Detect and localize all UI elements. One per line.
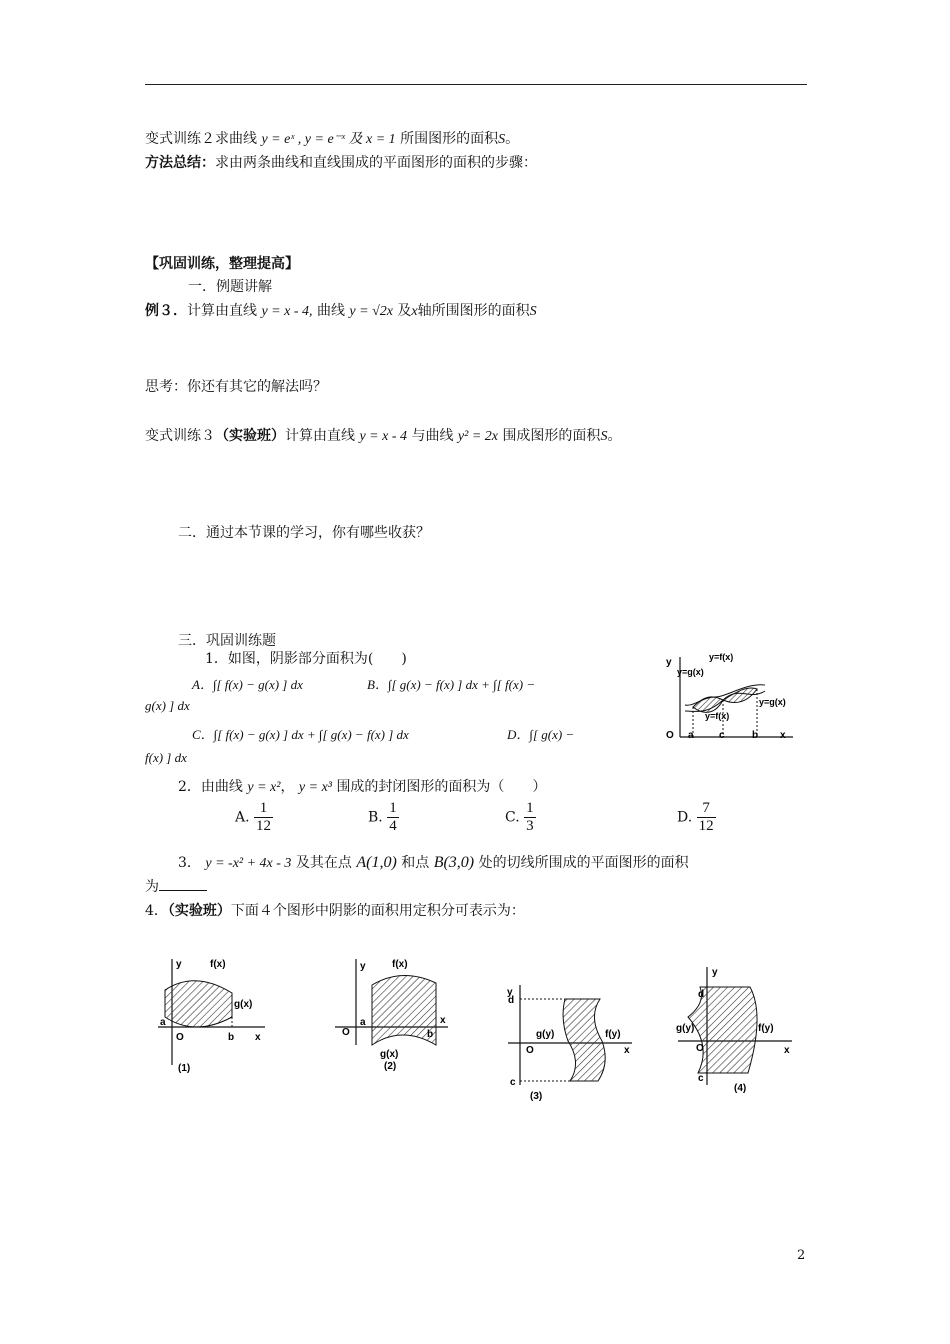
fig1-region — [165, 981, 232, 1027]
fig4-label-o: O — [696, 1043, 704, 1054]
q2-d-den: 12 — [698, 818, 714, 834]
fig4-label-c: c — [698, 1073, 704, 1084]
q1-label-a: a — [688, 730, 694, 741]
figure-4 — [676, 967, 792, 1094]
q2-b-num: 1 — [389, 800, 397, 816]
q2-option-d-frac — [697, 800, 716, 835]
q2-option-b-frac — [387, 800, 399, 835]
fig4-label-y: y — [712, 967, 718, 978]
variant2-line — [145, 128, 519, 148]
q3-line2 — [145, 876, 207, 896]
fig3-label-c: c — [510, 1077, 516, 1088]
q2-c-num: 1 — [526, 800, 534, 816]
variant3-tag: （实验班） — [215, 428, 285, 444]
example3 — [145, 300, 537, 320]
q2-option-a-letter: A. — [235, 809, 250, 826]
variant2-suffix: 所围图形的面积 — [400, 131, 499, 147]
q3-curve: y = -x² + 4x - 3 — [205, 856, 292, 871]
example3-line: y = x - 4, — [261, 304, 313, 319]
variant2-end: 。 — [505, 131, 520, 147]
variant3 — [145, 425, 621, 445]
example3-curve: y = √2x — [349, 304, 393, 319]
q3-answer-blank[interactable] — [159, 878, 207, 891]
fig3-label-d: d — [508, 995, 515, 1006]
fig1-label-g: g(x) — [234, 999, 253, 1010]
q2-a-den: 12 — [256, 818, 272, 834]
fig2-label-o: O — [342, 1027, 350, 1038]
fig1-label-o: O — [176, 1032, 184, 1043]
q2-option-c-letter: C. — [505, 809, 520, 826]
q3-line1 — [178, 852, 689, 872]
q2-curve2: y = x³ — [298, 780, 332, 795]
variant3-text1: 计算由直线 — [285, 428, 355, 444]
subsection-1: 一．例题讲解 — [188, 279, 272, 295]
fig2-label-a: a — [360, 1017, 366, 1028]
q2-text1: 2．由曲线 — [178, 779, 243, 795]
fig2-label-y: y — [360, 961, 366, 972]
fig2-label-x: x — [440, 1015, 446, 1026]
q1-option-b-cont: g(x) ] dx — [145, 698, 190, 713]
fig3-label-y: y — [507, 987, 513, 998]
fig4-label-g: g(y) — [676, 1023, 695, 1034]
q3-point-a: A(1,0) — [356, 854, 397, 871]
q1-option-c: C．∫[ f(x) − g(x) ] dx + ∫[ g(x) − f(x) ] dx — [192, 727, 409, 742]
q2-curve1: y = x² — [247, 780, 281, 795]
q1-region-right — [723, 688, 757, 703]
think-question: 思考：你还有其它的解法吗？ — [145, 379, 327, 395]
variant3-S: S — [600, 429, 608, 444]
variant3-text3: 围成图形的面积 — [502, 428, 601, 444]
q2-b-den: 4 — [389, 818, 397, 834]
subsection-2: 二．通过本节课的学习，你有哪些收获？ — [178, 525, 430, 541]
example3-text2: 曲线 — [316, 303, 345, 319]
q3-point-b: B(3,0) — [433, 854, 475, 871]
q4-figures — [140, 945, 810, 1105]
q1-figure — [655, 645, 800, 745]
q1-label-g-top: y=g(x) — [677, 667, 704, 677]
section-heading: 【巩固训练，整理提高】 — [145, 256, 299, 272]
q1-label-y: y — [666, 657, 672, 668]
fig3-region — [563, 999, 605, 1081]
figure-2 — [335, 959, 448, 1072]
method-summary — [145, 152, 537, 172]
fig3-label-f: f(y) — [605, 1029, 621, 1040]
q1-label-o: O — [666, 730, 674, 741]
variant2-math: y = eˣ , y = e⁻ˣ 及 x = 1 — [261, 132, 396, 147]
q3-text3: 处的切线所围成的平面图形的面积 — [478, 855, 689, 871]
fig2-label-f: f(x) — [392, 959, 408, 970]
q2-option-d[interactable] — [677, 800, 716, 835]
q1-option-d-cont: f(x) ] dx — [145, 750, 187, 765]
q1-label-g-right: y=g(x) — [759, 697, 786, 707]
q1-label-b: b — [752, 730, 759, 741]
q2-option-a[interactable] — [235, 800, 273, 835]
q2-option-c[interactable] — [505, 800, 536, 835]
variant3-text2: 与曲线 — [411, 428, 454, 444]
variant2-prefix: 变式训练２求曲线 — [145, 131, 257, 147]
fig1-label-f: f(x) — [210, 959, 226, 970]
q1-stem: 1．如图，阴影部分面积为( ) — [205, 651, 407, 667]
q1-option-d: D．∫[ g(x) − — [507, 727, 575, 742]
q2-option-b[interactable] — [368, 800, 399, 835]
variant3-end: 。 — [607, 428, 622, 444]
q1-label-f-bottom: y=f(x) — [705, 711, 730, 721]
q2-option-d-letter: D. — [677, 809, 693, 826]
variant3-curve: y² = 2x — [457, 429, 498, 444]
fig4-label-f: f(y) — [758, 1023, 774, 1034]
q4-tag: （实验班） — [167, 903, 231, 919]
variant3-prefix: 变式训练３ — [145, 428, 215, 444]
fig1-caption: (1) — [178, 1063, 191, 1074]
q1-label-c: c — [719, 730, 725, 741]
q2-stem — [178, 776, 546, 796]
fig2-label-g: g(x) — [380, 1049, 399, 1060]
fig4-label-x: x — [784, 1045, 790, 1056]
example3-text1: 计算由直线 — [187, 303, 257, 319]
q1-option-b: B．∫[ g(x) − f(x) ] dx + ∫[ f(x) − — [367, 677, 536, 692]
method-summary-label: 方法总结： — [145, 155, 215, 171]
q2-option-c-frac — [524, 800, 536, 835]
example3-S: S — [529, 304, 537, 319]
q2-sep: ， — [280, 779, 295, 795]
variant3-line: y = x - 4 — [359, 429, 407, 444]
q3-num: 3． — [178, 855, 201, 871]
page-number: 2 — [797, 1248, 806, 1263]
figure-1 — [158, 959, 265, 1074]
fig4-caption: (4) — [734, 1083, 747, 1094]
q1-label-x: x — [780, 730, 786, 741]
q2-c-den: 3 — [526, 818, 534, 834]
q2-text2: 围成的封闭图形的面积为（ ） — [336, 779, 547, 795]
fig1-label-y: y — [176, 959, 182, 970]
fig1-label-x: x — [255, 1032, 261, 1043]
q2-option-b-letter: B. — [368, 809, 383, 826]
fig2-caption: (2) — [384, 1061, 397, 1072]
q4-num: 4． — [145, 903, 168, 919]
q1-option-a: A．∫[ f(x) − g(x) ] dx — [192, 677, 303, 692]
q4-stem — [145, 900, 525, 920]
variant2-S: S — [498, 132, 506, 147]
q1-label-f-top: y=f(x) — [709, 652, 734, 662]
fig2-label-b: b — [427, 1029, 434, 1040]
example3-text4: 轴所围图形的面积 — [417, 303, 530, 319]
fig4-label-d: d — [698, 989, 705, 1000]
header-rule — [145, 84, 807, 85]
fig1-label-b: b — [228, 1032, 235, 1043]
method-summary-text: 求由两条曲线和直线围成的平面图形的面积的步骤： — [215, 155, 537, 171]
fig1-label-a: a — [160, 1017, 166, 1028]
fig3-label-g: g(y) — [536, 1029, 555, 1040]
q3-text2: 和点 — [401, 855, 430, 871]
q2-d-num: 7 — [697, 800, 716, 818]
fig3-caption: (3) — [530, 1091, 543, 1102]
q2-a-num: 1 — [254, 800, 273, 818]
q3-text1: 及其在点 — [295, 855, 352, 871]
example3-x: x — [411, 304, 418, 319]
fig3-label-x: x — [624, 1045, 630, 1056]
example3-label: 例３． — [145, 303, 187, 319]
q2-option-a-frac — [254, 800, 273, 835]
example3-text3: 及 — [397, 303, 412, 319]
figure-3 — [507, 985, 632, 1102]
q4-text: 下面４个图形中阴影的面积用定积分可表示为： — [230, 903, 525, 919]
q3-text4: 为 — [145, 879, 159, 895]
fig3-label-o: O — [526, 1045, 534, 1056]
subsection-3: 三．巩固训练题 — [178, 633, 276, 649]
